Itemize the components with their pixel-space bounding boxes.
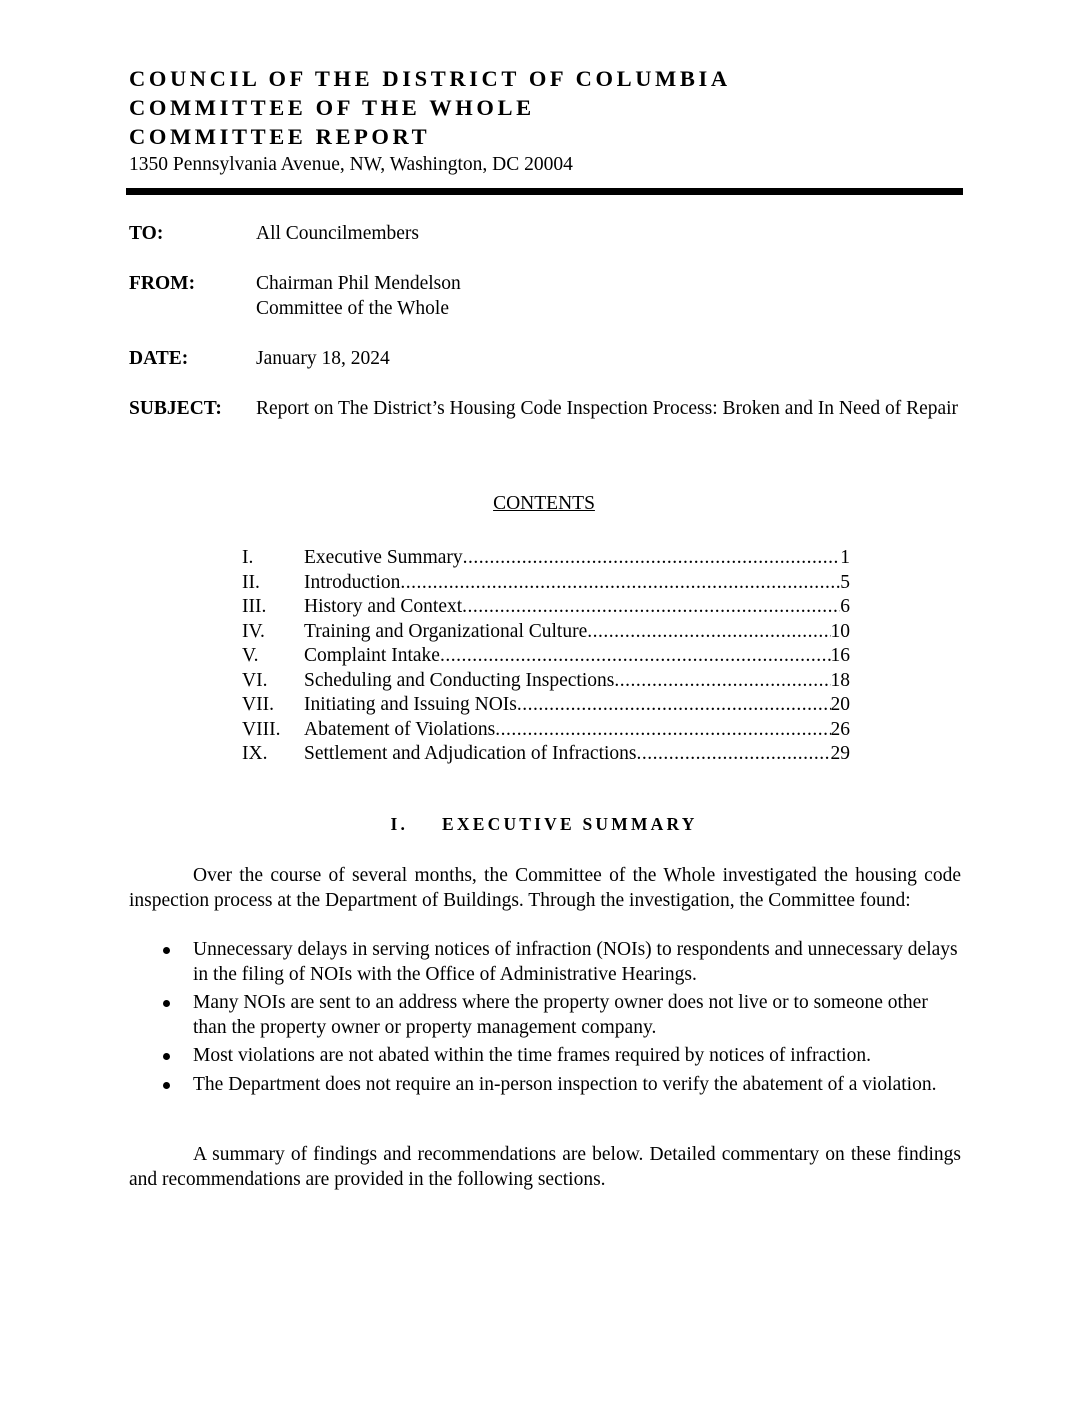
section-title: EXECUTIVE SUMMARY: [442, 814, 698, 834]
toc-item[interactable]: VI. Scheduling and Conducting Inspections ..... 18: [242, 669, 850, 694]
list-item: Unnecessary delays in serving notices of infraction (NOIs) to respondents and unnecessary delays in the filing of NOIs with the Office of Administrative Hearings.: [129, 938, 961, 987]
findings-list: [129, 938, 961, 1101]
section-number: I.: [390, 814, 409, 834]
bullet-icon: [163, 1082, 170, 1089]
toc-item[interactable]: III. History and Context ..... 6: [242, 595, 850, 620]
to-value: All Councilmembers: [256, 223, 420, 244]
toc-item[interactable]: I. Executive Summary ..... 1: [242, 546, 850, 571]
report-type: COMMITTEE REPORT: [129, 124, 431, 149]
to-label: TO:: [129, 223, 164, 244]
section-heading: [0, 814, 1088, 835]
contents-title: CONTENTS: [493, 493, 595, 514]
toc-item[interactable]: VII. Initiating and Issuing NOIs ..... 20: [242, 693, 850, 718]
bullet-icon: [163, 1000, 170, 1007]
subject-label: SUBJECT:: [129, 398, 222, 419]
bullet-icon: [163, 947, 170, 954]
bullet-icon: [163, 1053, 170, 1060]
from-value-name: Chairman Phil Mendelson: [256, 273, 461, 294]
from-value-committee: Committee of the Whole: [256, 298, 449, 319]
from-label: FROM:: [129, 273, 196, 294]
toc-item[interactable]: V. Complaint Intake ..... 16: [242, 644, 850, 669]
council-name: COUNCIL OF THE DISTRICT OF COLUMBIA: [129, 66, 731, 91]
list-item: Most violations are not abated within the time frames required by notices of infraction.: [129, 1044, 961, 1069]
toc-item[interactable]: IV. Training and Organizational Culture ..... 10: [242, 620, 850, 645]
intro-paragraph: [129, 864, 961, 913]
intro-text: Over the course of several months, the Committee of the Whole investigated the housing code inspection process at the Department of Buildings. Through the investigation, the Committee found:: [129, 865, 961, 911]
closing-paragraph: [129, 1143, 961, 1192]
committee-name: COMMITTEE OF THE WHOLE: [129, 95, 535, 120]
toc-item[interactable]: VIII. Abatement of Violations ..... 26: [242, 718, 850, 743]
list-item: The Department does not require an in-person inspection to verify the abatement of a violation.: [129, 1073, 961, 1098]
header-rule: [126, 188, 963, 195]
date-value: January 18, 2024: [256, 348, 390, 369]
subject-value: Report on The District’s Housing Code Inspection Process: Broken and In Need of Repair: [256, 398, 959, 419]
closing-text: A summary of findings and recommendations are below. Detailed commentary on these findings and recommendations are provided in the following sections.: [129, 1144, 961, 1190]
toc-item[interactable]: II. Introduction ..... 5: [242, 571, 850, 596]
list-item: Many NOIs are sent to an address where the property owner does not live or to someone other than the property owner or property management company.: [129, 991, 961, 1040]
council-address: 1350 Pennsylvania Avenue, NW, Washington, DC 20004: [129, 154, 573, 175]
table-of-contents: [242, 546, 850, 767]
report-header: [129, 64, 731, 178]
date-label: DATE:: [129, 348, 189, 369]
toc-item[interactable]: IX. Settlement and Adjudication of Infractions ..... 29: [242, 742, 850, 767]
